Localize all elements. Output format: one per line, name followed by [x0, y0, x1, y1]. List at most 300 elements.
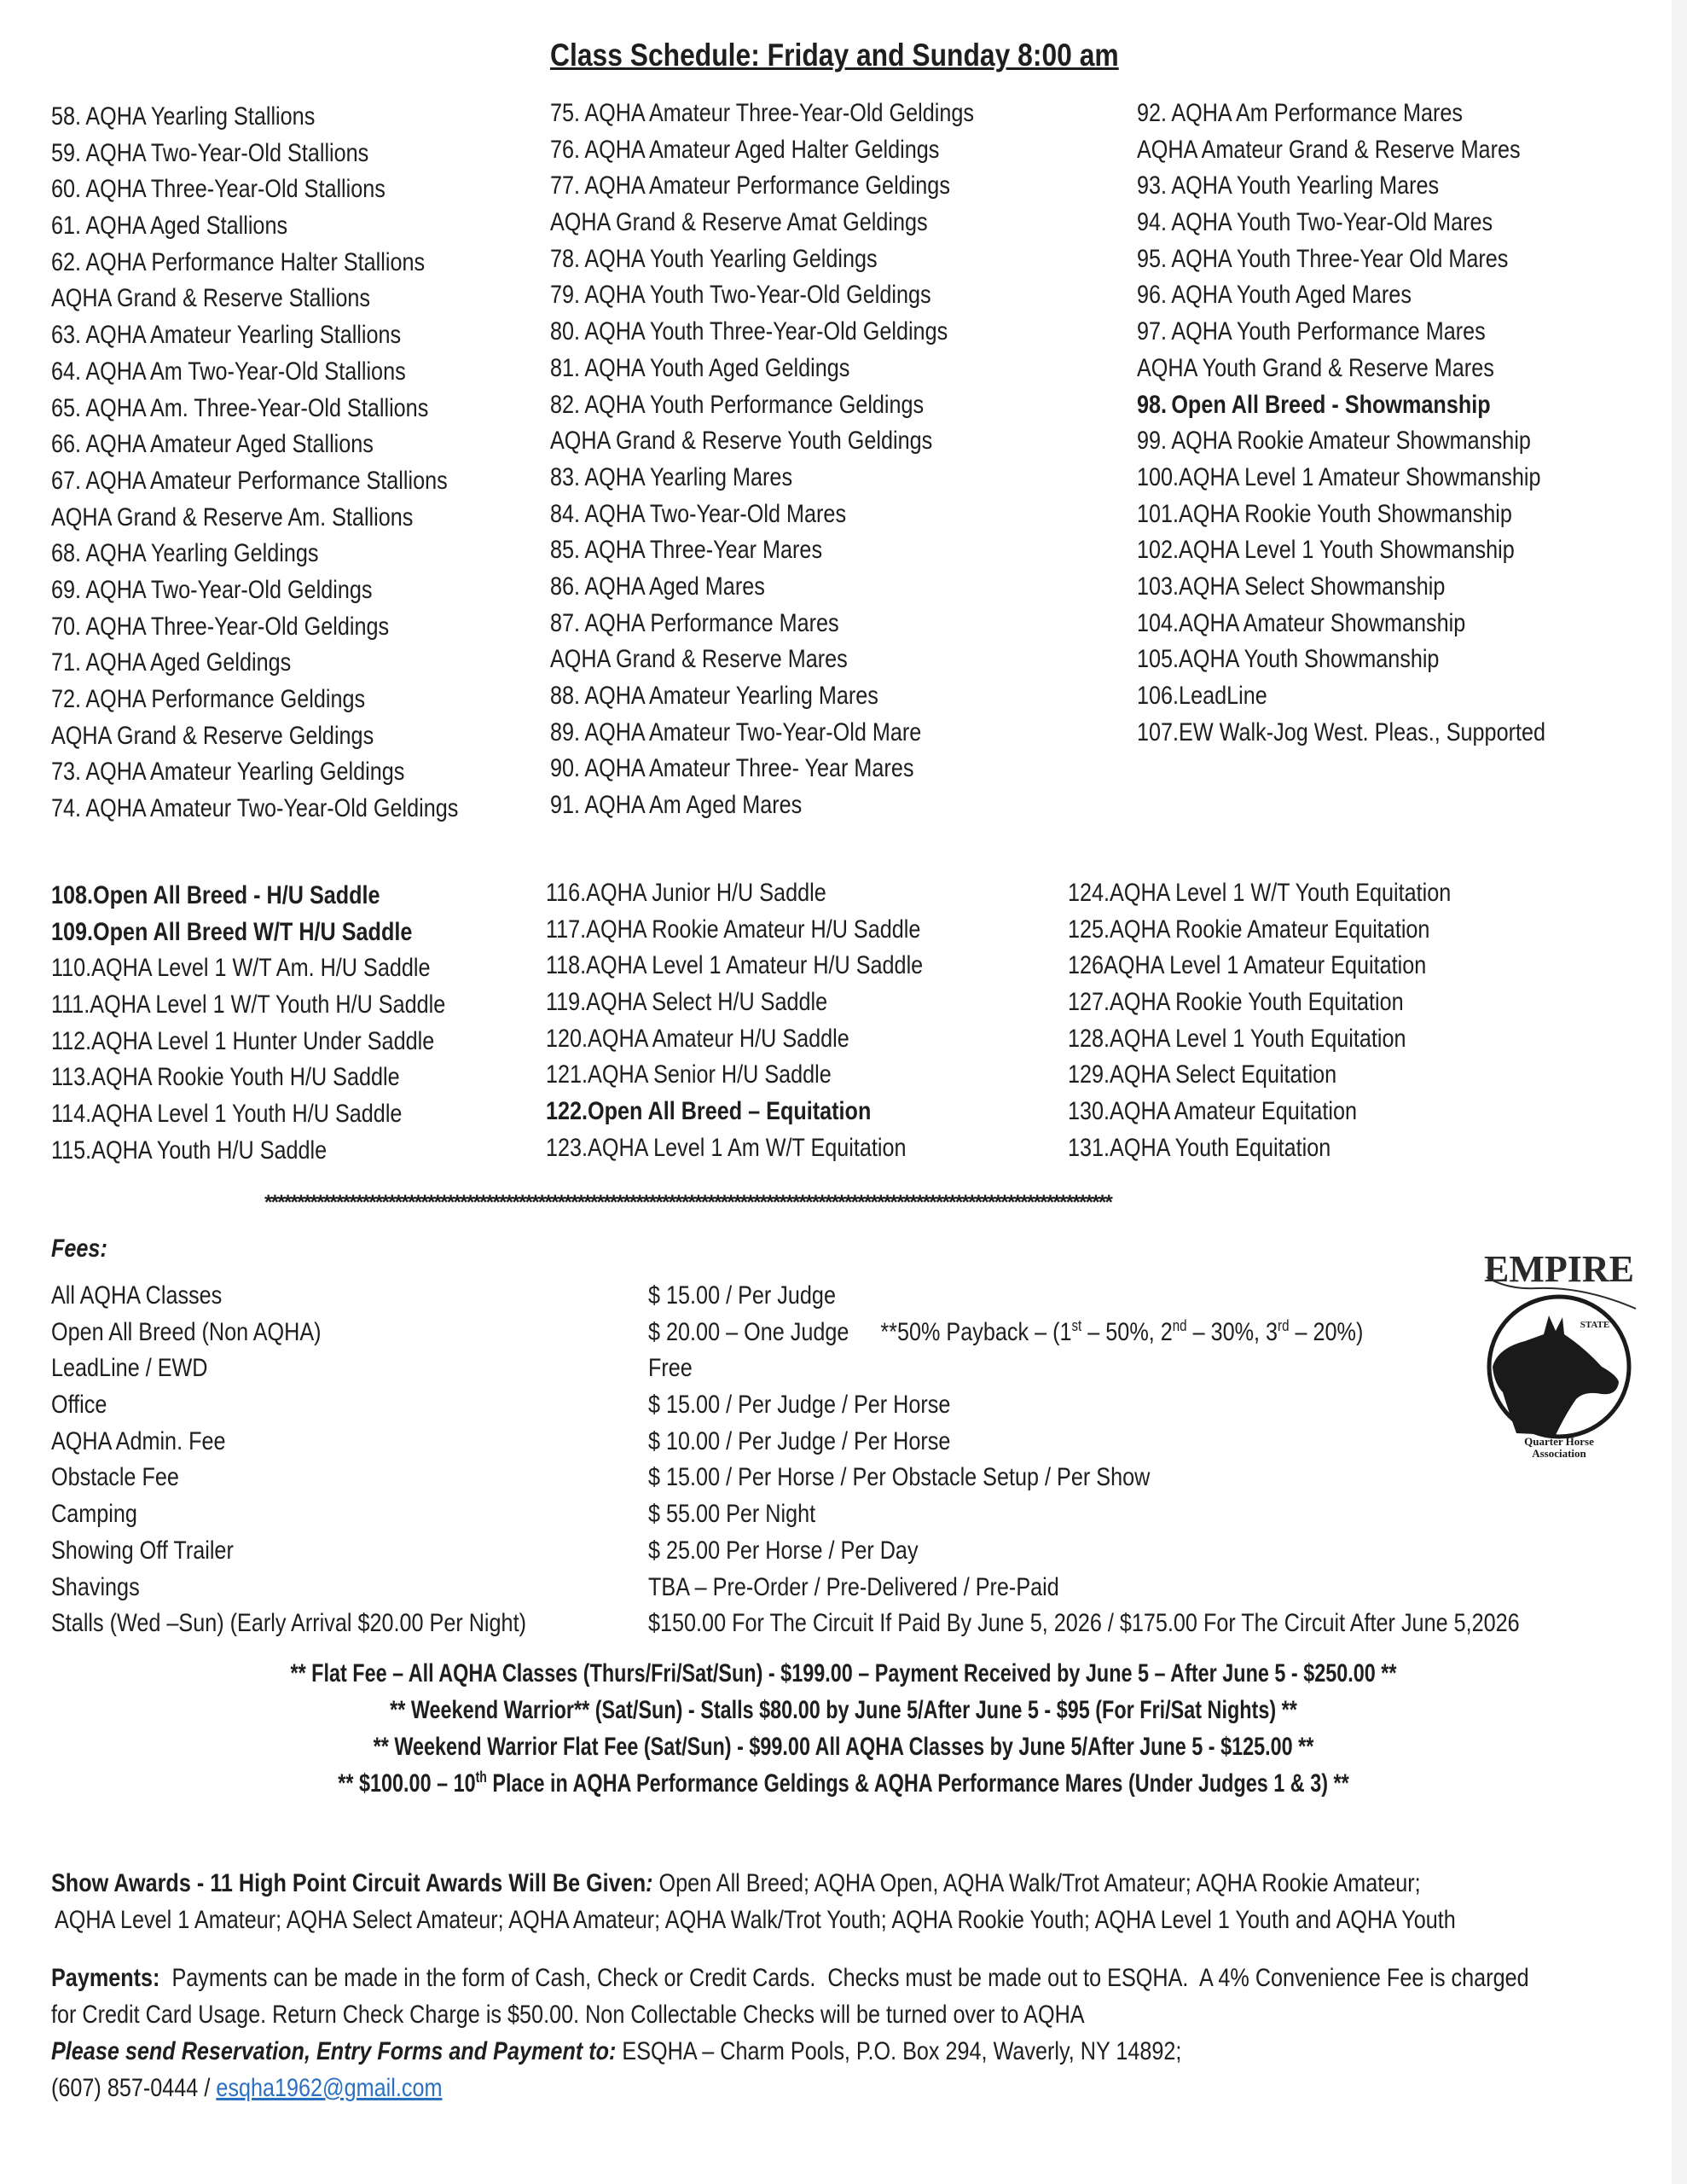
class-number: 96.	[1137, 281, 1168, 310]
class-number: 129.	[1068, 1060, 1110, 1089]
fee-value	[648, 1463, 1150, 1492]
class-number: 101.	[1137, 499, 1180, 528]
class-number: 83.	[550, 462, 581, 491]
class-number: 78.	[550, 244, 581, 273]
class-item-text	[51, 758, 404, 787]
class-name: AQHA Amateur Aged Halter Geldings	[584, 135, 940, 164]
fee-amount: $ 15.00 / Per Judge	[648, 1281, 836, 1310]
class-name: AQHA Yearling Geldings	[85, 539, 319, 568]
class-item-text	[550, 754, 913, 783]
class-item-text	[550, 136, 939, 165]
fee-amount: $ 10.00 / Per Judge / Per Horse	[648, 1426, 951, 1455]
class-name: AQHA Performance Mares	[584, 608, 839, 637]
class-number: 65.	[51, 393, 82, 422]
class-name: AQHA Am Performance Mares	[1171, 99, 1464, 127]
fee-name: AQHA Admin. Fee	[51, 1426, 226, 1455]
class-number: 90.	[550, 754, 581, 783]
class-name: AQHA Amateur Showmanship	[1179, 608, 1466, 637]
class-name: AQHA Performance Halter Stallions	[85, 247, 426, 276]
class-item-text	[1068, 1134, 1330, 1163]
class-number: 77.	[550, 171, 581, 200]
class-item-text	[51, 648, 291, 677]
class-item-text	[1068, 1025, 1406, 1054]
class-name: AQHA Am Aged Mares	[584, 791, 803, 820]
class-name: AQHA Youth Yearling Mares	[1171, 171, 1440, 200]
awards-line-2: AQHA Level 1 Amateur; AQHA Select Amateur; AQHA Amateur; AQHA Walk/Trot Youth; AQHA Rookie Youth; AQHA Level 1 Youth and AQHA Youth	[55, 1906, 1456, 1934]
class-number: 58.	[51, 102, 82, 131]
class-number: 59.	[51, 138, 82, 167]
class-name: AQHA Yearling Mares	[584, 462, 793, 491]
class-item-text	[51, 394, 428, 423]
fee-row	[51, 1500, 1672, 1536]
class-number: 87.	[550, 608, 581, 637]
class-name: AQHA Two-Year-Old Stallions	[85, 138, 369, 167]
class-name: AQHA Aged Stallions	[85, 212, 288, 241]
note-line: ** Weekend Warrior Flat Fee (Sat/Sun) - $99.00 All AQHA Classes by June 5/After June 5 - $125.00 **	[373, 1733, 1314, 1761]
class-name: AQHA Amateur Grand & Reserve Mares	[1137, 135, 1521, 164]
class-name: EW Walk-Jog West. Pleas., Supported	[1179, 717, 1546, 746]
phone-number: (607) 857-0444 /	[51, 2074, 217, 2102]
class-item-text	[550, 391, 924, 420]
class-item-text	[1137, 136, 1521, 165]
class-item-text	[51, 1100, 402, 1129]
class-number: 131.	[1068, 1133, 1110, 1162]
section-divider: **********************************************************************************************************************************	[264, 1191, 1112, 1214]
logo-state-text: STATE	[1580, 1320, 1610, 1330]
class-number: 60.	[51, 175, 82, 204]
class-number: 125.	[1068, 915, 1110, 944]
class-item-text	[550, 171, 950, 200]
class-name: AQHA Amateur Two-Year-Old Mare	[584, 717, 922, 746]
class-item-text	[51, 881, 380, 910]
fee-amount: $ 25.00 Per Horse / Per Day	[648, 1536, 919, 1565]
class-name: AQHA Rookie Youth Equitation	[1110, 988, 1404, 1017]
class-name: LeadLine	[1179, 682, 1267, 710]
class-name: AQHA Youth Two-Year-Old Mares	[1171, 208, 1493, 237]
class-item-text	[51, 990, 445, 1019]
class-number: 81.	[550, 353, 581, 382]
fee-row	[51, 1463, 1672, 1500]
class-number: 62.	[51, 247, 82, 276]
send-line	[51, 2033, 1412, 2070]
class-number: 123.	[546, 1133, 588, 1162]
class-item-text	[550, 609, 839, 638]
class-number: 66.	[51, 430, 82, 459]
class-name: AQHA Grand & Reserve Youth Geldings	[550, 427, 933, 456]
scan-edge	[1672, 0, 1687, 2184]
class-number: 94.	[1137, 208, 1168, 237]
class-name: AQHA Amateur Performance Stallions	[85, 466, 448, 495]
class-item-text	[51, 794, 458, 823]
class-item-text	[1137, 99, 1463, 128]
class-item-text	[546, 1134, 907, 1163]
class-item-text	[51, 1063, 400, 1092]
class-item-text	[550, 791, 802, 820]
class-item-text	[51, 539, 319, 568]
note-4-post: Place in AQHA Performance Geldings & AQHA Performance Mares (Under Judges 1 & 3) **	[486, 1769, 1349, 1798]
class-number: 93.	[1137, 171, 1168, 200]
class-item-text	[51, 954, 430, 983]
class-number: 95.	[1137, 244, 1168, 273]
class-name: AQHA Level 1 Amateur Equitation	[1104, 951, 1427, 980]
class-name: AQHA Youth H/U Saddle	[91, 1136, 328, 1165]
class-number: 116.	[546, 879, 587, 907]
logo-quarter-horse-text: Quarter Horse	[1524, 1435, 1594, 1448]
class-name: AQHA Senior H/U Saddle	[588, 1060, 832, 1089]
fee-row	[51, 1609, 1672, 1646]
fee-name: Open All Breed (Non AQHA)	[51, 1317, 322, 1346]
class-item-text	[1137, 281, 1412, 310]
payments-text-1: Payments can be made in the form of Cash, Check or Credit Cards. Checks must be made out to ESQHA. A 4% Convenience Fee is charged	[159, 1964, 1529, 1992]
class-number: 120.	[546, 1024, 588, 1053]
class-number: 104.	[1137, 608, 1180, 637]
class-name: AQHA Amateur Yearling Mares	[584, 682, 878, 710]
class-name: Open All Breed W/T H/U Saddle	[93, 917, 413, 946]
horse-head-logo-icon	[1474, 1239, 1644, 1460]
payments-line-1	[51, 1960, 1529, 1996]
class-name: AQHA Level 1 Youth Equitation	[1110, 1024, 1406, 1053]
class-name: AQHA Am. Three-Year-Old Stallions	[85, 393, 429, 422]
class-number: 105.	[1137, 645, 1180, 674]
class-number: 67.	[51, 466, 82, 495]
class-number: 111.	[51, 990, 90, 1019]
class-name: AQHA Three-Year Mares	[584, 536, 823, 565]
class-name: AQHA Rookie Amateur Equitation	[1110, 915, 1430, 944]
payments-label: Payments:	[51, 1964, 160, 1992]
fee-value	[648, 1281, 836, 1310]
class-item-text	[550, 645, 848, 674]
class-number: 80.	[550, 317, 581, 346]
class-name: AQHA Youth Showmanship	[1179, 645, 1440, 674]
logo-association-text: Association	[1532, 1447, 1586, 1460]
class-number: 102.	[1137, 536, 1180, 565]
class-name: Open All Breed – Equitation	[588, 1097, 872, 1126]
esqha-logo	[1474, 1239, 1644, 1460]
class-number: 64.	[51, 357, 82, 386]
class-number: 107.	[1137, 717, 1180, 746]
class-item-text	[51, 722, 374, 751]
class-name: AQHA Level 1 W/T Am. H/U Saddle	[91, 954, 431, 983]
class-name: Open All Breed - Showmanship	[1171, 390, 1491, 419]
class-name: AQHA Amateur Equitation	[1110, 1097, 1358, 1126]
class-number: 84.	[550, 499, 581, 528]
class-name: AQHA Youth Grand & Reserve Mares	[1137, 353, 1494, 382]
class-number: 117.	[546, 915, 587, 944]
class-name: AQHA Youth Performance Mares	[1171, 317, 1486, 346]
class-number: 112.	[51, 1026, 92, 1055]
fee-name: Camping	[51, 1500, 137, 1529]
class-item-text	[51, 467, 448, 496]
send-address: ESQHA – Charm Pools, P.O. Box 294, Waverly, NY 14892;	[616, 2037, 1182, 2065]
class-item-text	[1137, 718, 1545, 747]
class-name: AQHA Amateur Yearling Stallions	[85, 321, 402, 350]
fee-amount: TBA – Pre-Order / Pre-Delivered / Pre-Paid	[648, 1572, 1059, 1601]
class-number: 103.	[1137, 572, 1180, 601]
class-name: AQHA Level 1 Amateur Showmanship	[1179, 462, 1541, 491]
class-item-text	[1137, 208, 1493, 237]
class-name: AQHA Yearling Stallions	[85, 102, 316, 131]
class-number: 74.	[51, 794, 82, 823]
note-line: ** Flat Fee – All AQHA Classes (Thurs/Fri/Sat/Sun) - $199.00 – Payment Received by June 5 – After June 5 - $250.00 **	[290, 1659, 1397, 1687]
class-item-text	[1068, 988, 1404, 1017]
fee-value	[648, 1609, 1520, 1638]
show-awards	[51, 1865, 1672, 1938]
class-item-text	[550, 682, 878, 711]
class-name: AQHA Grand & Reserve Geldings	[51, 721, 374, 750]
fee-row	[51, 1536, 1672, 1573]
class-name: AQHA Youth Performance Geldings	[584, 390, 925, 419]
logo-empire-text: EMPIRE	[1484, 1248, 1634, 1290]
class-item-text	[1137, 427, 1531, 456]
class-item-text	[1137, 245, 1508, 274]
class-name: AQHA Select Showmanship	[1179, 572, 1446, 601]
class-name: AQHA Aged Geldings	[85, 648, 292, 677]
class-item-text	[550, 317, 948, 346]
class-name: AQHA Level 1 W/T Youth Equitation	[1110, 879, 1452, 907]
class-item-text	[550, 572, 765, 601]
class-item-text	[550, 427, 932, 456]
class-number: 98.	[1137, 390, 1168, 419]
contact-line	[51, 2070, 1412, 2106]
class-name: AQHA Aged Mares	[584, 572, 765, 601]
class-number: 63.	[51, 321, 82, 350]
class-name: AQHA Amateur Two-Year-Old Geldings	[85, 794, 459, 823]
class-name: AQHA Youth Three-Year-Old Geldings	[584, 317, 948, 346]
class-item-text	[1137, 171, 1439, 200]
class-number: 100.	[1137, 462, 1180, 491]
class-name: AQHA Youth Aged Geldings	[584, 353, 850, 382]
class-number: 115.	[51, 1136, 92, 1165]
awards-label: Show Awards - 11 High Point Circuit Awards Will Be Given	[51, 1869, 646, 1897]
class-number: 122.	[546, 1097, 588, 1126]
class-item-text	[51, 321, 401, 350]
payments-line-2: for Credit Card Usage. Return Check Charge is $50.00. Non Collectable Checks will be turned over to AQHA	[51, 2001, 1085, 2029]
class-item-text	[550, 281, 931, 310]
fee-row	[51, 1281, 1672, 1318]
class-item-text	[546, 915, 920, 944]
class-name: AQHA Rookie Amateur H/U Saddle	[586, 915, 921, 944]
class-number: 68.	[51, 539, 82, 568]
class-item-text	[546, 1025, 849, 1054]
class-number: 73.	[51, 758, 82, 787]
class-name: AQHA Grand & Reserve Mares	[550, 645, 848, 674]
class-number: 110.	[51, 954, 92, 983]
class-number: 128.	[1068, 1024, 1110, 1053]
class-number: 70.	[51, 612, 82, 641]
fee-amount: Free	[648, 1354, 693, 1383]
class-name: AQHA Youth Three-Year Old Mares	[1171, 244, 1509, 273]
fee-value	[648, 1391, 950, 1420]
flat-fee-notes	[0, 1655, 1687, 1802]
class-number: 118.	[546, 951, 587, 980]
fee-amount: $ 15.00 / Per Horse / Per Obstacle Setup / Per Show	[648, 1463, 1151, 1492]
fee-name: Showing Off Trailer	[51, 1536, 234, 1565]
note-line: ** Weekend Warrior** (Sat/Sun) - Stalls $80.00 by June 5/After June 5 - $95 (For Fri/Sat Nights) **	[390, 1696, 1297, 1724]
class-name: AQHA Level 1 W/T Youth H/U Saddle	[90, 990, 446, 1019]
class-item-text	[546, 879, 826, 908]
email-link[interactable]: esqha1962@gmail.com	[216, 2074, 443, 2102]
fee-amount: $ 20.00 – One Judge	[648, 1317, 849, 1346]
class-number: 91.	[550, 791, 581, 820]
class-item-text	[1068, 879, 1451, 908]
class-item-text	[546, 1097, 871, 1126]
class-item-text	[1137, 536, 1515, 565]
fee-name: Shavings	[51, 1572, 140, 1601]
class-item-text	[1137, 317, 1486, 346]
class-name: AQHA Youth Aged Mares	[1171, 281, 1412, 310]
class-name: AQHA Amateur Performance Geldings	[584, 171, 950, 200]
class-number: 75.	[550, 99, 581, 127]
class-number: 86.	[550, 572, 581, 601]
class-item-text	[51, 139, 368, 168]
class-number: 126	[1068, 951, 1104, 980]
class-item-text	[550, 208, 928, 237]
class-item-text	[546, 988, 827, 1017]
class-item-text	[51, 503, 413, 532]
class-name: AQHA Amateur Three- Year Mares	[584, 754, 914, 783]
class-item-text	[550, 463, 792, 492]
class-item-text	[546, 951, 923, 980]
class-name: AQHA Grand & Reserve Amat Geldings	[550, 208, 928, 237]
class-name: AQHA Level 1 Youth H/U Saddle	[91, 1100, 403, 1129]
class-number: 82.	[550, 390, 581, 419]
class-name: AQHA Amateur Yearling Geldings	[85, 758, 405, 787]
class-number: 76.	[550, 135, 581, 164]
class-item-text	[550, 718, 921, 747]
class-item-text	[1137, 391, 1491, 420]
class-name: AQHA Youth Yearling Geldings	[584, 244, 878, 273]
class-name: AQHA Two-Year-Old Geldings	[85, 575, 373, 604]
class-name: Open All Breed - H/U Saddle	[93, 881, 380, 909]
fee-value	[648, 1427, 950, 1456]
class-name: AQHA Grand & Reserve Stallions	[51, 284, 370, 313]
class-item-text	[1137, 500, 1512, 529]
class-item-text	[546, 1060, 832, 1089]
class-number: 124.	[1068, 879, 1110, 907]
class-item-text	[51, 918, 412, 947]
class-name: AQHA Grand & Reserve Am. Stallions	[51, 502, 414, 531]
class-item-text	[550, 500, 846, 529]
fees-heading: Fees:	[51, 1234, 107, 1263]
class-item-text	[51, 357, 406, 386]
payments-section	[51, 1960, 1672, 2106]
fee-amount: $ 55.00 Per Night	[648, 1500, 816, 1529]
awards-line-1	[51, 1865, 1421, 1902]
class-name: AQHA Level 1 Youth Showmanship	[1179, 536, 1515, 565]
class-item-text	[51, 248, 425, 277]
class-name: AQHA Amateur Aged Stallions	[85, 430, 374, 459]
class-number: 121.	[546, 1060, 588, 1089]
class-item-text	[51, 175, 386, 204]
fee-value	[648, 1536, 919, 1565]
fee-value	[648, 1573, 1059, 1602]
class-number: 119.	[546, 988, 587, 1017]
payback-note: **50% Payback – (1st – 50%, 2nd – 30%, 3rd – 20%)	[880, 1316, 1364, 1346]
class-number: 113.	[51, 1063, 92, 1092]
class-item-text	[1068, 1097, 1357, 1126]
class-item-text	[51, 430, 374, 459]
class-number: 109.	[51, 917, 94, 946]
class-name: AQHA Performance Geldings	[85, 685, 366, 713]
fee-name: LeadLine / EWD	[51, 1354, 208, 1383]
class-name: AQHA Amateur H/U Saddle	[588, 1024, 849, 1053]
class-item-text	[1137, 682, 1267, 711]
fee-name: Obstacle Fee	[51, 1463, 179, 1492]
class-name: AQHA Three-Year-Old Geldings	[85, 612, 390, 641]
fee-name: All AQHA Classes	[51, 1281, 223, 1310]
class-name: AQHA Rookie Youth H/U Saddle	[91, 1063, 400, 1092]
class-item-text	[550, 536, 822, 565]
class-item-text	[51, 613, 389, 642]
class-item-text	[1137, 609, 1465, 638]
class-item-text	[550, 245, 878, 274]
class-number: 89.	[550, 717, 581, 746]
fee-value	[648, 1500, 815, 1529]
class-item-text	[1068, 915, 1429, 944]
class-number: 92.	[1137, 99, 1168, 127]
class-item-text	[51, 1027, 434, 1056]
class-item-text	[550, 354, 849, 383]
fee-row	[51, 1573, 1672, 1610]
page-title: Class Schedule: Friday and Sunday 8:00 am	[550, 38, 1119, 73]
fee-amount: $150.00 For The Circuit If Paid By June 5, 2026 / $175.00 For The Circuit After June 5,2026	[648, 1609, 1520, 1638]
class-number: 108.	[51, 881, 94, 909]
class-number: 114.	[51, 1100, 92, 1129]
class-name: AQHA Am Two-Year-Old Stallions	[85, 357, 406, 386]
class-item-text	[1137, 354, 1494, 383]
class-name: AQHA Two-Year-Old Mares	[584, 499, 847, 528]
class-item-text	[51, 102, 315, 131]
note-line	[186, 1765, 1502, 1802]
class-number: 72.	[51, 685, 82, 713]
class-number: 88.	[550, 682, 581, 710]
fee-amount: $ 15.00 / Per Judge / Per Horse	[648, 1391, 951, 1420]
note-4-pre: ** $100.00 – 10	[338, 1769, 476, 1798]
class-item-text	[1068, 1060, 1336, 1089]
class-number: 79.	[550, 281, 581, 310]
class-item-text	[1137, 463, 1540, 492]
class-item-text	[1068, 951, 1426, 980]
class-number: 99.	[1137, 427, 1168, 456]
class-item-text	[51, 685, 365, 714]
class-name: AQHA Youth Two-Year-Old Geldings	[584, 281, 931, 310]
class-item-text	[51, 1136, 327, 1165]
fees-list	[51, 1281, 1672, 1646]
class-name: AQHA Level 1 Am W/T Equitation	[588, 1133, 907, 1162]
fee-name: Office	[51, 1391, 107, 1420]
awards-text-1: Open All Breed; AQHA Open, AQHA Walk/Trot Amateur; AQHA Rookie Amateur;	[652, 1869, 1421, 1897]
class-number: 127.	[1068, 988, 1110, 1017]
send-label: Please send Reservation, Entry Forms and Payment to:	[51, 2037, 617, 2065]
class-item-text	[550, 99, 974, 128]
fee-row	[51, 1427, 1672, 1464]
fee-row	[51, 1354, 1672, 1391]
class-name: AQHA Junior H/U Saddle	[586, 879, 826, 907]
class-name: AQHA Select Equitation	[1110, 1060, 1337, 1089]
class-item-text	[1137, 572, 1445, 601]
class-number: 106.	[1137, 682, 1180, 710]
class-number: 130.	[1068, 1097, 1110, 1126]
note-4-sup: th	[475, 1769, 487, 1786]
class-number: 69.	[51, 575, 82, 604]
class-name: AQHA Amateur Three-Year-Old Geldings	[584, 99, 974, 127]
fee-value	[648, 1318, 1363, 1347]
class-name: AQHA Select H/U Saddle	[586, 988, 828, 1017]
class-name: AQHA Three-Year-Old Stallions	[85, 175, 386, 204]
awards-colon: :	[646, 1869, 653, 1897]
fee-row	[51, 1391, 1672, 1427]
class-number: 97.	[1137, 317, 1168, 346]
